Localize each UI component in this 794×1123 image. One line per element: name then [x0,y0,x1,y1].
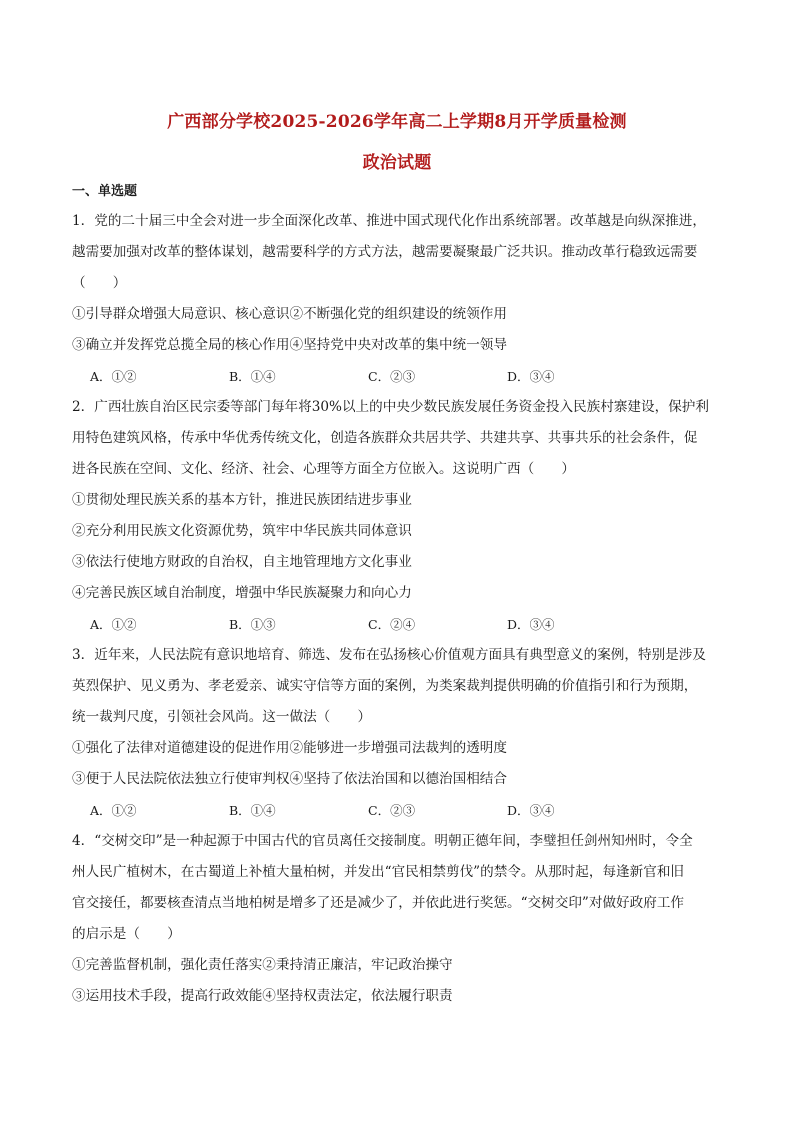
stem-line: 的启示是（ ） [72,926,181,942]
document-subtitle: 政治试题 [362,153,432,173]
stem-line: 英烈保护、见义勇为、孝老爱亲、诚实守信等方面的案例，为类案裁判提供明确的价值指引和行为预期， [72,678,698,694]
stem-line: （ ） [72,275,127,291]
question-stem [72,640,724,733]
stem-line: 官交接任，都要核查清点当地柏树是增多了还是减少了，并依此进行奖惩。“交树交印”对做好政府工作 [72,895,685,911]
question-3 [72,640,724,826]
statement-line: ①贯彻处理民族关系的基本方针，推进民族团结进步事业 [72,492,412,508]
statement-line: ①引导群众增强大局意识、核心意识②不断强化党的组织建设的统领作用 [72,306,507,322]
answer-choices [72,609,724,640]
choice-c: C．②④ [368,617,416,632]
section-heading: 一、单选题 [72,184,138,199]
question-stem [72,392,724,485]
choice-d: D．③④ [507,617,555,632]
choice-d: D．③④ [507,803,555,818]
stem-line: 统一裁判尺度，引领社会风尚。这一做法（ ） [72,709,372,725]
statement-line: ③确立并发挥党总揽全局的核心作用④坚持党中央对改革的集中统一领导 [72,337,507,353]
statement-line: ②充分利用民族文化资源优势，筑牢中华民族共同体意识 [72,523,412,539]
stem-line: 州人民广植树木，在古蜀道上补植大量柏树，并发出“官民相禁剪伐”的禁令。从那时起，每逢新官和旧 [72,864,685,880]
stem-line: 3．近年来，人民法院有意识地培育、筛选、发布在弘扬核心价值观方面具有典型意义的案例，特别是涉及 [72,647,706,663]
statement-line: ③运用技术手段，提高行政效能④坚持权责法定，依法履行职责 [72,988,453,1004]
stem-line: 4．“交树交印”是一种起源于中国古代的官员离任交接制度。明朝正德年间，李璧担任剑州知州时，令全 [72,833,693,849]
choice-c: C．②③ [368,369,416,384]
choice-c: C．②③ [368,803,416,818]
stem-line: 1．党的二十届三中全会对进一步全面深化改革、推进中国式现代化作出系统部署。改革越是向纵深推进， [72,213,706,229]
question-stem [72,206,724,299]
choice-b: B．①④ [229,369,276,384]
statement-line: ④完善民族区域自治制度，增强中华民族凝聚力和向心力 [72,585,412,601]
stem-line: 2．广西壮族自治区民宗委等部门每年将30%以上的中央少数民族发展任务资金投入民族村寨建设，保护利 [72,399,709,415]
answer-choices [72,361,724,392]
stem-line: 用特色建筑风格，传承中华优秀传统文化，创造各族群众共居共学、共建共享、共事共乐的社会条件，促 [72,430,698,446]
choice-a: A．①② [90,369,137,384]
statement-line: ①强化了法律对道德建设的促进作用②能够进一步增强司法裁判的透明度 [72,740,507,756]
question-2 [72,392,724,640]
statement-line: ①完善监督机制，强化责任落实②秉持清正廉洁，牢记政治操守 [72,957,453,973]
choice-a: A．①② [90,617,137,632]
question-4 [72,826,724,1012]
choice-b: B．①④ [229,803,276,818]
choice-a: A．①② [90,803,137,818]
statement-line: ③便于人民法院依法独立行使审判权④坚持了依法治国和以德治国相结合 [72,771,507,787]
choice-b: B．①③ [229,617,276,632]
stem-line: 进各民族在空间、文化、经济、社会、心理等方面全方位嵌入。这说明广西（ ） [72,461,575,477]
choice-d: D．③④ [507,369,555,384]
document-title: 广西部分学校2025-2026学年高二上学期8月开学质量检测 [167,112,627,132]
question-stem [72,826,724,950]
stem-line: 越需要加强对改革的整体谋划，越需要科学的方式方法，越需要凝聚最广泛共识。推动改革行稳致远需要 [72,244,698,260]
answer-choices [72,795,724,826]
statement-line: ③依法行使地方财政的自治权，自主地管理地方文化事业 [72,554,412,570]
question-list [72,206,724,1012]
question-1 [72,206,724,392]
